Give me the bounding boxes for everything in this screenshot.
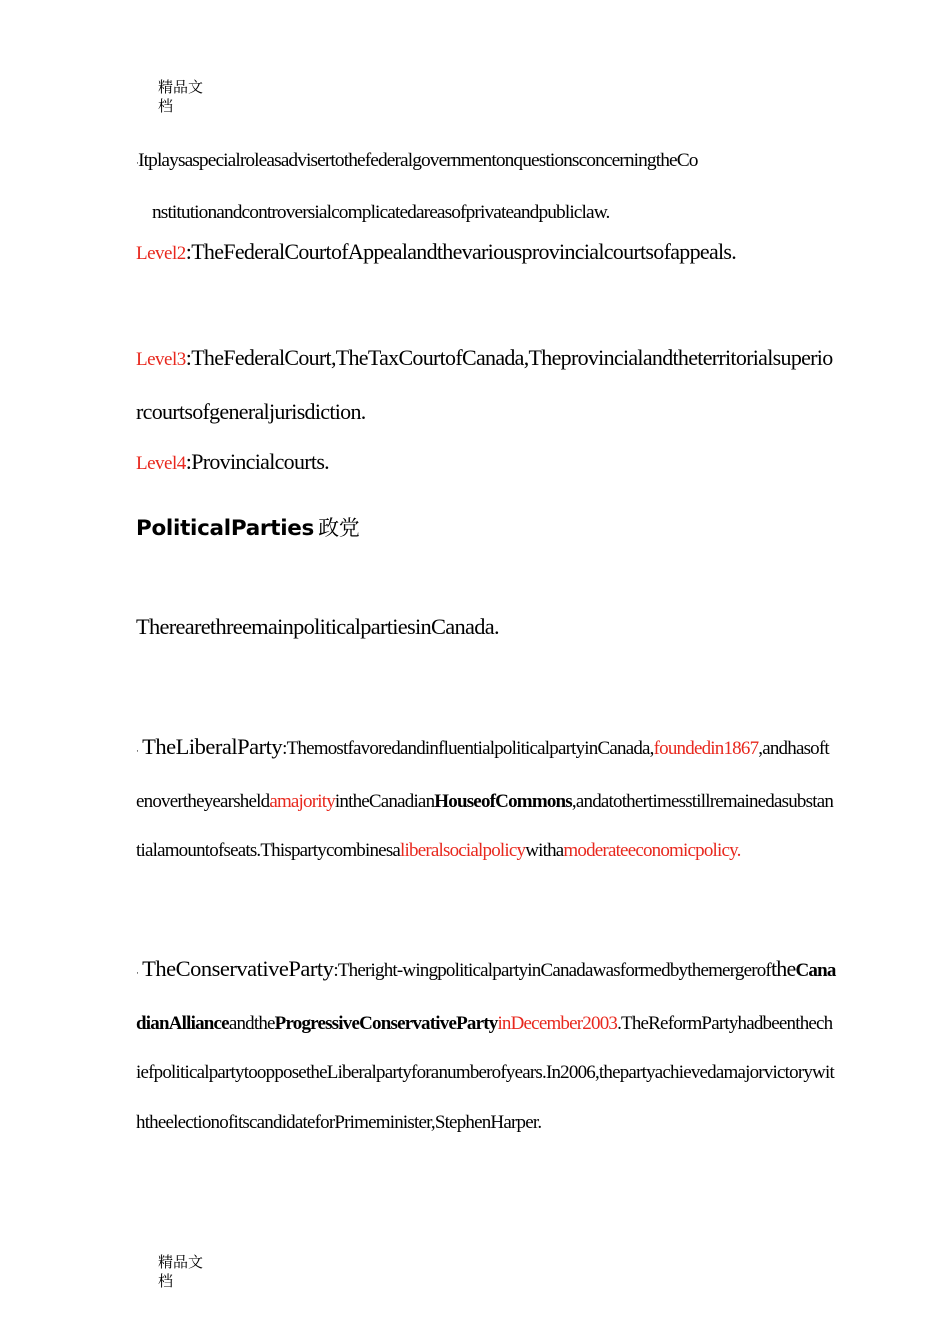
section-heading [136,512,359,542]
highlight-founded: foundedin1867 [653,738,759,759]
text-segment-large: the [770,956,796,981]
bold-progressive-conservative: ProgressiveConservativeParty [274,1012,498,1034]
watermark-line2: 档 [158,97,174,115]
text-segment: .TheReformPartyhadbeenthechiefpoliticalpartytoopposetheLiberalpartyforanumberofyears.In2006,thepartyachievedamajorvictorywiththeelectionofitscandidateforPrimeminister,StephenHarper. [136,1012,834,1133]
level-label: Level3 [136,349,186,370]
bold-house-of-commons: HouseofCommons [434,790,572,812]
watermark-bottom [158,1253,218,1291]
paragraph-line1: Itplaysaspecialroleasadvisertothefederalgovernmentonquestionsconcerningthe [138,150,677,171]
party-colon: : [282,738,287,759]
party-colon: : [333,960,338,981]
level-label: Level4 [136,453,186,474]
level-colon: : [185,239,192,264]
text-segment: ThemostfavoredandinfluentialpoliticalpartyinCanada, [286,738,654,759]
bullet: · [136,158,139,168]
party-name: TheLiberalParty [142,734,283,759]
conservative-party-paragraph [136,944,836,1147]
watermark-top [158,78,218,116]
watermark-line1: 精品文 [158,1253,204,1271]
level-text-cont: ls. [718,239,737,264]
highlight-december-2003: inDecember2003 [497,1012,618,1034]
level-text: Provincialcourts. [191,449,329,474]
text-segment: witha [525,840,564,862]
level-text: TheFederalCourt,TheTaxCourtofCanada,Theprovincialandthete [191,345,712,370]
highlight-majority: amajority [269,790,335,812]
text-segment: Theright-wingpoliticalpartyinCanadawasformedbythemergerof [337,960,771,981]
bullet: · [136,968,139,978]
level-text-cont: rritorialsuperiorcourtsofgeneraljurisdiction. [136,345,833,424]
bold-canadian-alliance: CanadianAlliance [136,960,836,1034]
level-colon: : [185,449,192,474]
bullet: · [136,746,139,756]
liberal-party-paragraph [136,722,836,876]
level-text: TheFederalCourtofAppealandthevariousprovincialcourtsofappea [191,239,719,264]
intro-sentence: TherearethreemainpoliticalpartiesinCanada. [136,614,499,639]
text-segment: intheCanadian [334,790,435,812]
heading-english: PoliticalParties [136,516,315,541]
level-label: Level2 [136,243,186,264]
highlight-economic-policy: moderateeconomicpolicy. [563,840,741,862]
heading-chinese: 政党 [318,516,360,540]
court-level-3 [136,332,836,438]
text-segment: ,andatothertimesstillremainedasubstantialamountofseats.Thispartycombinesa [136,790,834,862]
court-level-2 [136,226,836,280]
highlight-social-policy: liberalsocialpolicy [400,840,526,862]
level-colon: : [185,345,192,370]
paragraph-line2: nstitutionandcontroversialcomplicatedareasofprivateandpubliclaw. [152,202,610,223]
supreme-court-paragraph [136,136,836,238]
party-name: TheConservativeParty [142,956,334,981]
text-segment: ,andhasoftenovertheyearsheld [136,738,829,812]
court-level-4 [136,436,836,490]
watermark-line1: 精品文 [158,78,204,96]
paragraph-line1-tail: Co [676,150,698,171]
text-segment: andthe [228,1012,275,1034]
watermark-line2: 档 [158,1272,174,1290]
